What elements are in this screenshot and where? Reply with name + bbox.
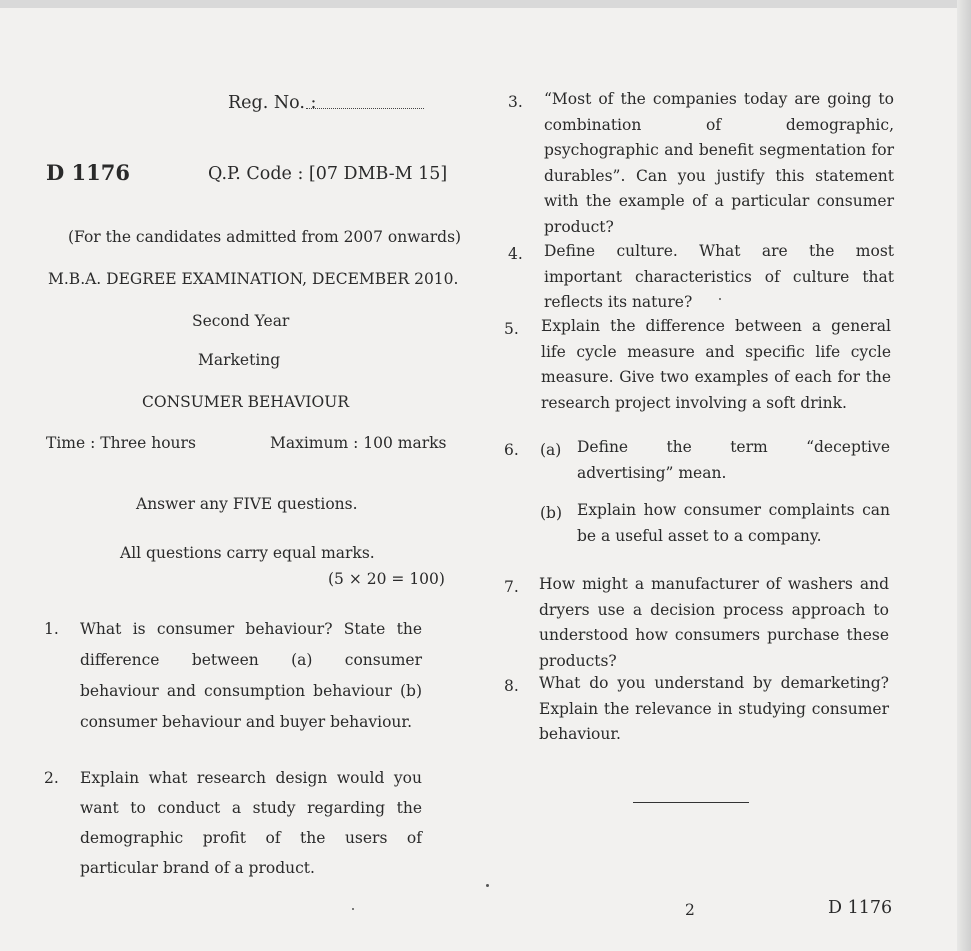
question-6b-text: Explain how consumer complaints can be a useful asset to a company.: [577, 501, 890, 545]
marks-formula: (5 × 20 = 100): [328, 570, 445, 588]
year-label: Second Year: [192, 312, 290, 330]
question-7-text: How might a manufacturer of washers and dryers use a decision process approach to understood how consumers purchase these products?: [539, 575, 889, 670]
reg-no-line: [306, 108, 424, 109]
question-3-text: “Most of the companies today are going to combination of demographic, psychographic and benefit segmentation for durables”. Can you justify this statement with the example of a particular consumer product?: [544, 90, 894, 236]
paper-code: D 1176: [46, 160, 130, 185]
question-number: 5.: [504, 320, 519, 338]
question-number: 3.: [508, 93, 523, 111]
question-number: 8.: [504, 677, 519, 695]
marks-note: All questions carry equal marks.: [120, 544, 375, 562]
question-4-text: Define culture. What are the most important characteristics of culture that reflects its nature?: [544, 242, 894, 311]
question-number: 2.: [44, 769, 59, 787]
instruction: Answer any FIVE questions.: [136, 495, 358, 513]
reg-no-label: Reg. No. :: [228, 93, 317, 113]
paper-title: CONSUMER BEHAVIOUR: [142, 393, 349, 411]
scan-speck: [486, 884, 489, 887]
candidates-note: (For the candidates admitted from 2007 onwards): [68, 228, 462, 246]
scan-speck: [719, 298, 721, 300]
scan-top-edge: [0, 0, 971, 8]
question-5-text: Explain the difference between a general life cycle measure and specific life cycle measure. Give two examples of each for the research project involving a soft drink.: [541, 317, 891, 412]
page-number: 2: [685, 901, 695, 919]
qp-code: Q.P. Code : [07 DMB-M 15]: [208, 164, 448, 184]
time-label: Time : Three hours: [46, 434, 196, 452]
question-2-text: Explain what research design would you want to conduct a study regarding the demographic profit of the users of particular brand of a product.: [80, 769, 422, 877]
part-label: (a): [540, 441, 562, 459]
scan-speck: [352, 908, 354, 910]
exam-title: M.B.A. DEGREE EXAMINATION, DECEMBER 2010.: [48, 270, 459, 288]
question-1-text: What is consumer behaviour? State the difference between (a) consumer behaviour and consumption behaviour (b) consumer behaviour and buyer behaviour.: [80, 620, 422, 731]
scan-right-edge: [957, 0, 971, 951]
question-number: 6.: [504, 441, 519, 459]
subject-label: Marketing: [198, 351, 281, 369]
question-number: 7.: [504, 578, 519, 596]
question-6a-text: Define the term “deceptive advertising” mean.: [577, 438, 890, 482]
question-number: 4.: [508, 245, 523, 263]
max-marks-label: Maximum : 100 marks: [270, 434, 447, 452]
part-label: (b): [540, 504, 563, 522]
end-of-paper-rule: [633, 802, 749, 803]
question-number: 1.: [44, 620, 59, 638]
footer-paper-code: D 1176: [828, 898, 893, 918]
question-8-text: What do you understand by demarketing? Explain the relevance in studying consumer behaviour.: [539, 674, 889, 743]
